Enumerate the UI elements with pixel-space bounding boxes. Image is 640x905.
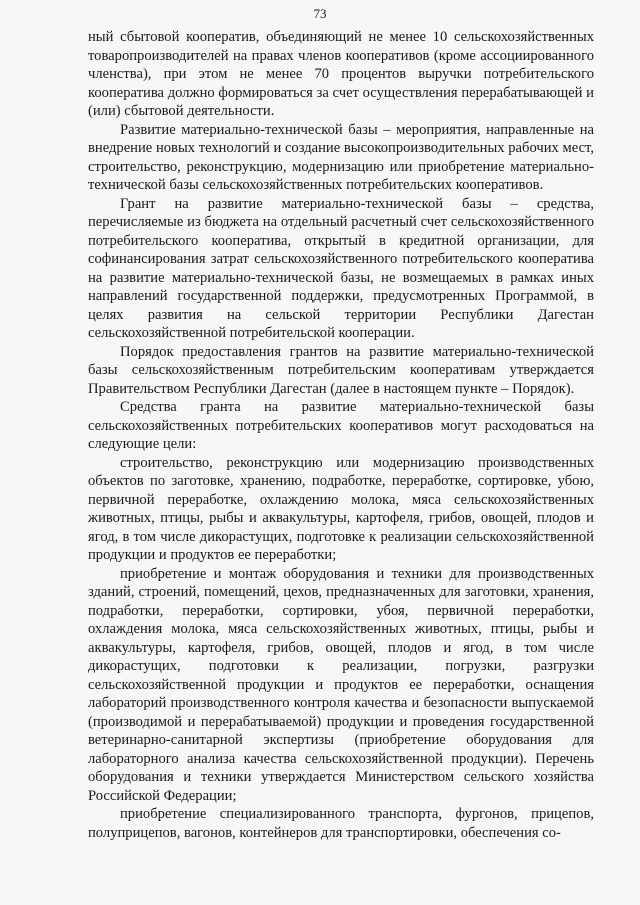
paragraph: Порядок предоставления грантов на развитие материально-технической базы сельскохозяйственным потребительским кооперативам утверждается Правительством Республики Дагестан (далее в настоящем пункте – Порядок).	[88, 343, 594, 397]
paragraph: Грант на развитие материально-технической базы – средства, перечисляемые из бюджета на отдельный расчетный счет сельскохозяйственного потребительского кооператива, открытый в кредитной организации, для софинансирования затрат сельскохозяйственного потребительского кооператива на развитие материально-технической базы, не возмещаемых в рамках иных направлений государственной поддержки, предусмотренных Программой, в целях развития на сельской территории Республики Дагестан сельскохозяйственной потребительской кооперации.	[88, 195, 594, 341]
paragraph: ный сбытовой кооператив, объединяющий не менее 10 сельскохозяйственных товаропроизводителей на правах членов кооперативов (кроме ассоциированного членства), при этом не менее 70 процентов выручки потребительского кооператива должно формироваться за счет осуществления перерабатывающей и (или) сбытовой деятельности.	[88, 29, 594, 119]
document-body	[88, 28, 594, 842]
paragraph: приобретение и монтаж оборудования и техники для производственных зданий, строений, помещений, цехов, предназначенных для заготовки, хранения, подработки, переработки, сортировки, убоя, первичной переработки, охлаждения молока, мяса сельскохозяйственных животных, птицы, рыбы и аквакультуры, картофеля, грибов, овощей, плодов и ягод, в том числе дикорастущих, подготовки к реализации, погрузки, разгрузки сельскохозяйственной продукции и продуктов ее переработки, оснащения лабораторий производственного контроля качества и безопасности выпускаемой (производимой и перерабатываемой) продукции и проведения государственной ветеринарно-санитарной экспертизы (приобретение оборудования для лабораторного анализа качества сельскохозяйственной продукции). Перечень оборудования и техники утверждается Министерством сельского хозяйства Российской Федерации;	[88, 565, 594, 804]
paragraph: приобретение специализированного транспорта, фургонов, прицепов, полуприцепов, вагонов, контейнеров для транспортировки, обеспечения со-	[88, 806, 594, 841]
paragraph: Развитие материально-технической базы – мероприятия, направленные на внедрение новых технологий и создание высокопроизводительных рабочих мест, строительство, реконструкцию, модернизацию или приобретение материально-технической базы сельскохозяйственных потребительских кооперативов.	[88, 121, 594, 193]
paragraph: строительство, реконструкцию или модернизацию производственных объектов по заготовке, хранению, подработке, переработке, сортировке, убою, первичной переработке, охлаждению молока, мяса сельскохозяйственных животных, птицы, рыбы и аквакультуры, картофеля, грибов, овощей, плодов и ягод, в том числе дикорастущих, подготовке к реализации сельскохозяйственной продукции и продуктов ее переработки;	[88, 454, 594, 563]
paragraph: Средства гранта на развитие материально-технической базы сельскохозяйственных потребительских кооперативов могут расходоваться на следующие цели:	[88, 399, 594, 452]
page-number: 73	[313, 6, 327, 21]
